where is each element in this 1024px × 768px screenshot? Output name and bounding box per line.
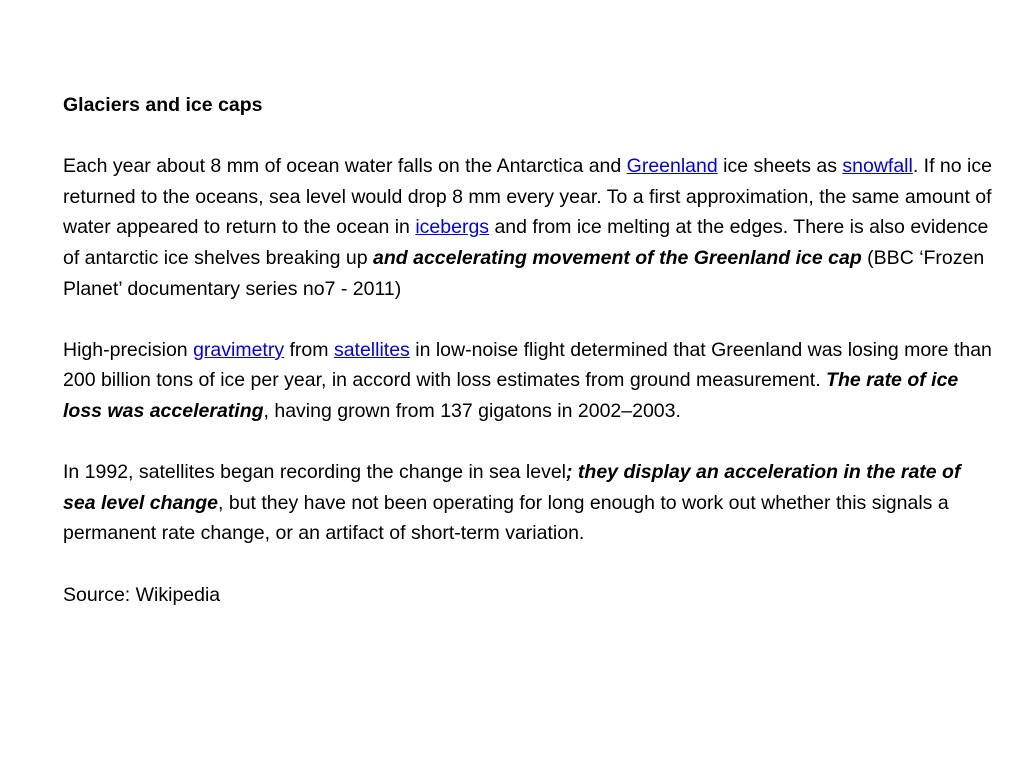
text-run: In 1992, satellites began recording the change in sea level: [63, 461, 567, 484]
link-greenland[interactable]: Greenland: [626, 155, 718, 178]
emphasis-sea-level-acceleration: ; they display an acceleration in the rate of sea level change: [63, 461, 961, 514]
link-gravimetry[interactable]: gravimetry: [193, 338, 285, 361]
section-heading: Glaciers and ice caps: [63, 94, 263, 116]
text-run: ice sheets as: [717, 155, 843, 178]
paragraph-sea-level: [63, 457, 993, 549]
text-run: , having grown from 137 gigatons in 2002–2003.: [263, 399, 681, 422]
paragraph-ice-mass-balance: [63, 151, 993, 304]
link-icebergs[interactable]: icebergs: [415, 216, 490, 239]
source-line: Source: Wikipedia: [63, 583, 221, 606]
paragraph-gravimetry: [63, 335, 993, 427]
link-satellites[interactable]: satellites: [333, 338, 410, 361]
text-run: , but they have not been operating for long enough to work out whether this signals a permanent rate change, or an artifact of short-term variation.: [63, 491, 949, 545]
text-run: . If no ice returned to the oceans, sea level would drop 8 mm every year. To a first approximation, the same amount of water appeared to return to the ocean in: [63, 155, 992, 239]
emphasis-greenland-ice-cap: and accelerating movement of the Greenland ice cap: [373, 246, 862, 269]
text-run: from: [284, 338, 334, 361]
slide-text-body: [63, 90, 993, 641]
text-run: (BBC ‘Frozen Planet’ documentary series no7 - 2011): [63, 246, 985, 300]
link-snowfall[interactable]: snowfall: [842, 155, 913, 178]
emphasis-ice-loss-accelerating: The rate of ice loss was accelerating: [63, 369, 959, 422]
text-run: in low-noise flight determined that Greenland was losing more than 200 billion tons of ice per year, in accord with loss estimates from ground measurement.: [63, 338, 992, 392]
text-run: High-precision: [63, 338, 194, 361]
text-run: and from ice melting at the edges. There is also evidence of antarctic ice shelves breaking up: [63, 216, 989, 269]
text-run: Each year about 8 mm of ocean water falls on the Antarctica and: [63, 155, 627, 178]
